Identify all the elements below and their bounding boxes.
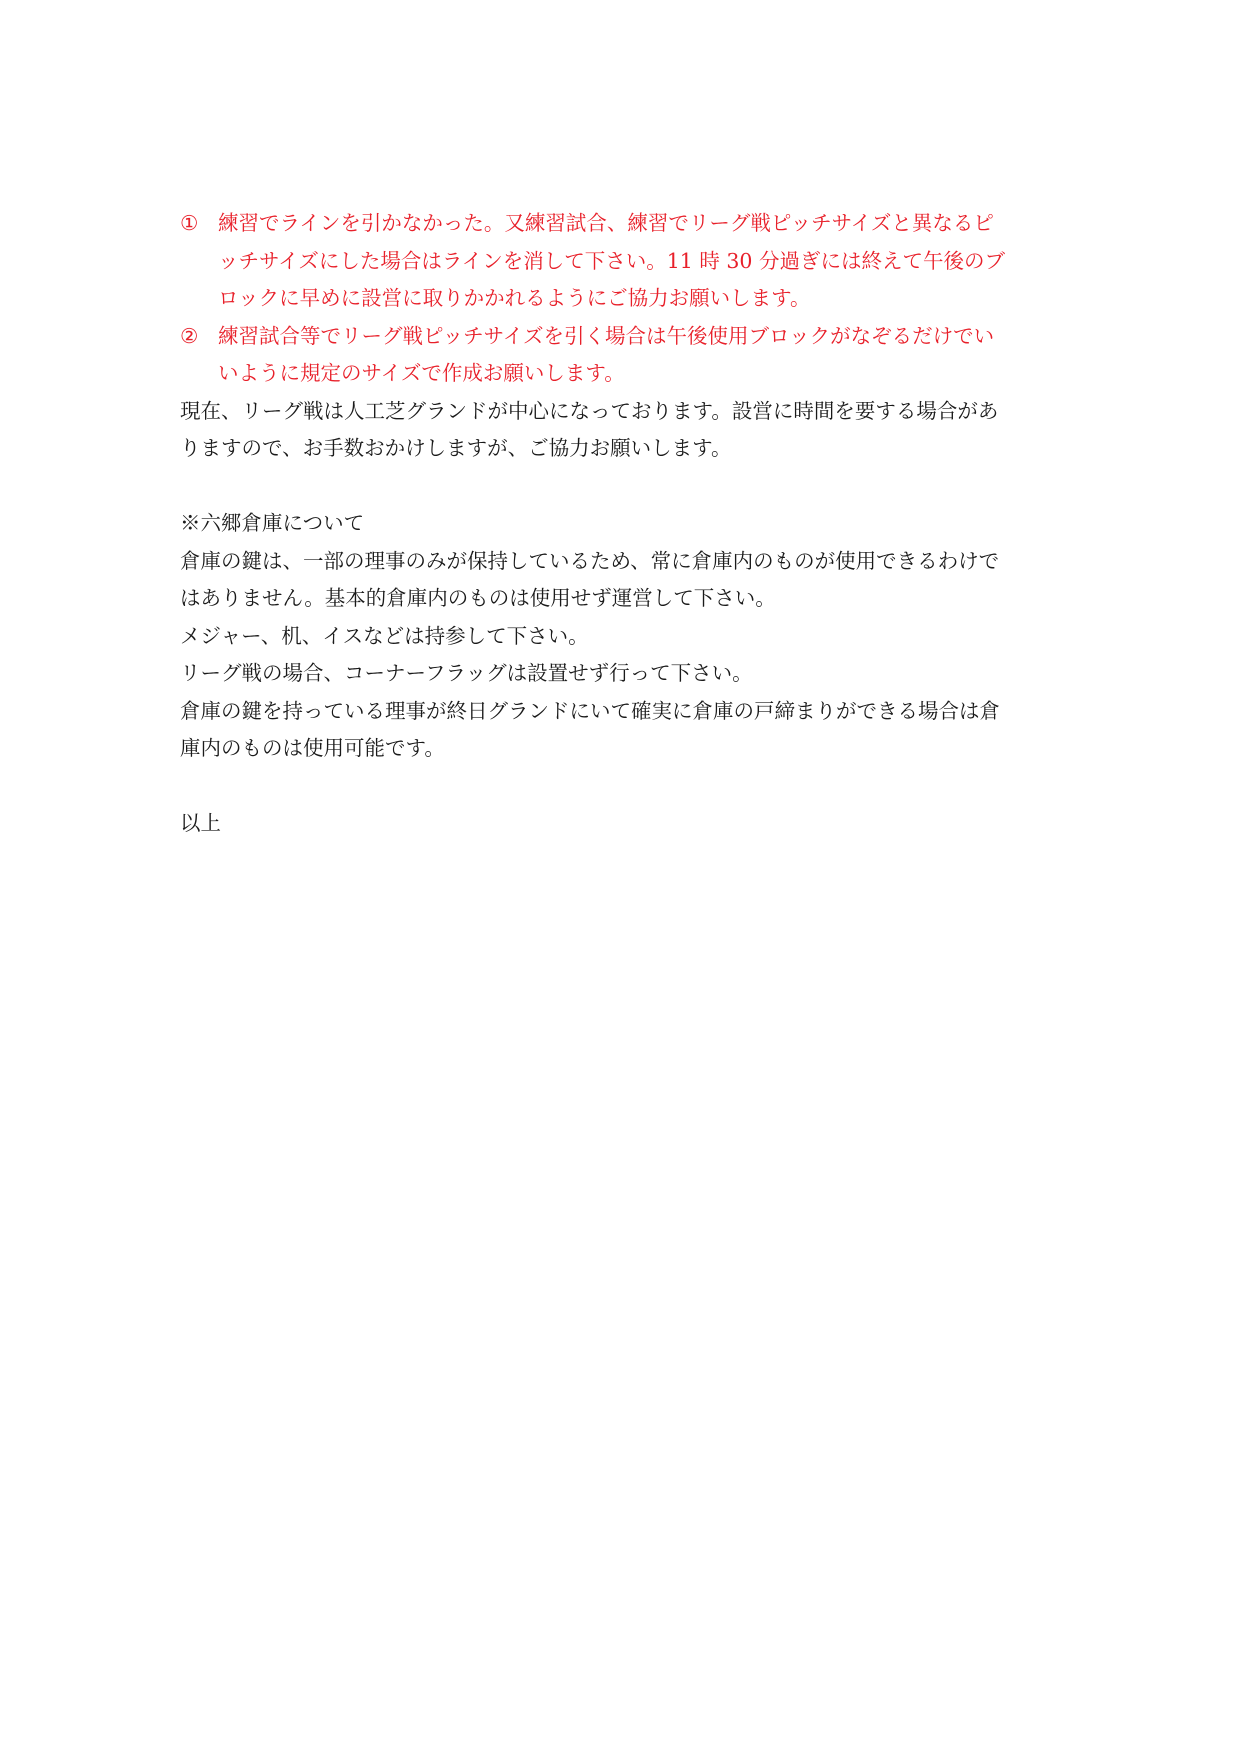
warehouse-line-4: リーグ戦の場合、コーナーフラッグは設置せず行って下さい。 xyxy=(180,661,753,685)
intro-line-1: 現在、リーグ戦は人工芝グランドが中心になっております。設営に時間を要する場合があ xyxy=(180,398,999,423)
warehouse-heading: ※六郷倉庫について xyxy=(180,511,365,535)
warehouse-line-5: 倉庫の鍵を持っている理事が終日グランドにいて確実に倉庫の戸締まりができる場合は倉 xyxy=(180,698,1000,723)
intro-line-2: りますので、お手数おかけしますが、ご協力お願いします。 xyxy=(180,436,732,460)
warehouse-line-2: はありません。基本的倉庫内のものは使用せず運営して下さい。 xyxy=(180,586,776,610)
intro-paragraph xyxy=(180,393,1070,468)
notice-2-line-1: 練習試合等でリーグ戦ピッチサイズを引く場合は午後使用ブロックがなぞるだけでい xyxy=(218,323,995,348)
notice-1-line-3: ロックに早めに設営に取りかかれるようにご協力お願いします。 xyxy=(218,286,811,310)
spacer xyxy=(180,468,1070,506)
notice-1-line-2: ッチサイズにした場合はラインを消して下さい。11 時 30 分過ぎには終えて午後のブ xyxy=(218,248,1005,273)
notice-marker-2: ② xyxy=(180,323,199,348)
notice-marker-1: ① xyxy=(180,211,199,235)
warehouse-section xyxy=(180,505,1070,768)
notice-item-2 xyxy=(180,318,1070,393)
notice-2-line-2: いように規定のサイズで作成お願いします。 xyxy=(218,361,625,385)
warehouse-line-1: 倉庫の鍵は、一部の理事のみが保持しているため、常に倉庫内のものが使用できるわけで xyxy=(180,548,1000,573)
warehouse-line-3: メジャー、机、イスなどは持参して下さい。 xyxy=(180,623,589,648)
warehouse-line-6: 庫内のものは使用可能です。 xyxy=(180,736,445,760)
document-body xyxy=(180,205,1070,843)
spacer xyxy=(180,768,1070,806)
closing-text: 以上 xyxy=(180,811,221,835)
notice-item-1 xyxy=(180,205,1070,318)
notice-1-line-1: 練習でラインを引かなかった。又練習試合、練習でリーグ戦ピッチサイズと異なるピ xyxy=(218,211,994,235)
